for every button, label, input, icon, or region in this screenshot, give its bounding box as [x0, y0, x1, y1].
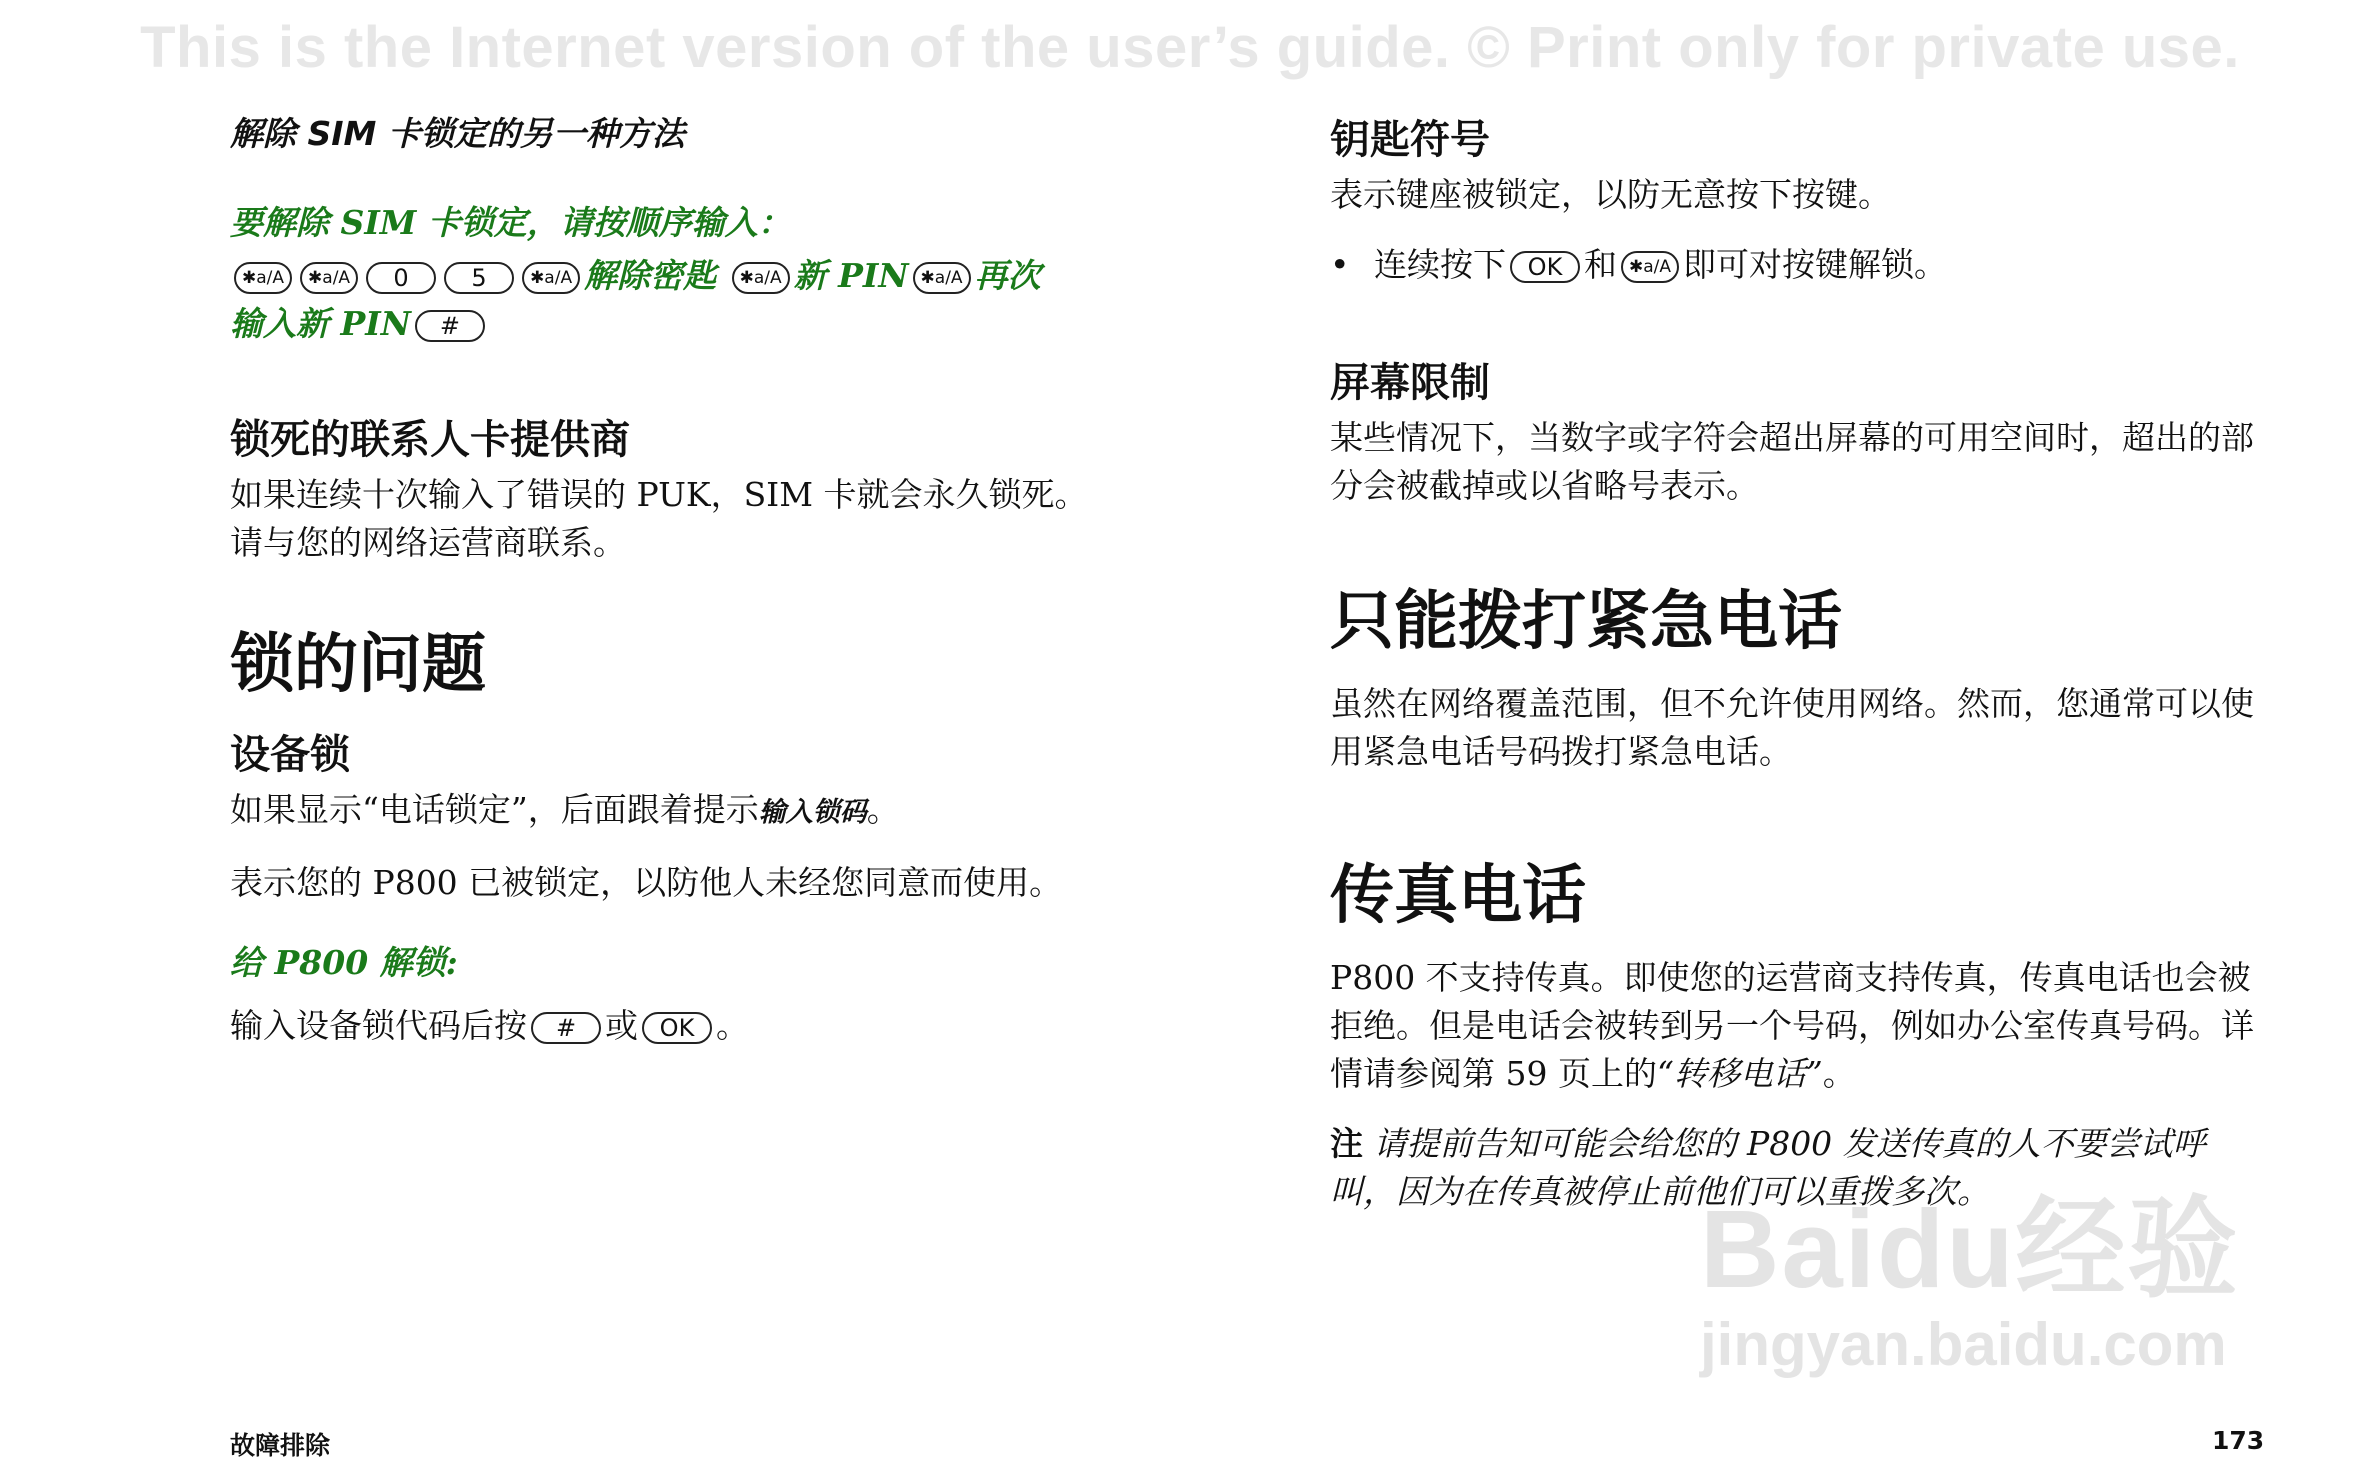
- zero-key-icon: 0: [366, 262, 436, 294]
- emergency-p: 虽然在网络覆盖范围，但不允许使用网络。然而，您通常可以使用紧急电话号码拨打紧急电话。: [1330, 684, 2254, 771]
- device-lock-p1-pre: 如果显示“电话锁定”，后面跟着提示: [230, 790, 759, 829]
- left-column: [230, 108, 1180, 1072]
- locked-card-p1: 如果连续十次输入了错误的 PUK，SIM 卡就会永久锁死。: [230, 475, 1088, 514]
- device-lock-p1-emph: 输入锁码: [758, 797, 867, 828]
- device-lock-heading: 设备锁: [230, 732, 350, 778]
- star-key-icon: ✱a/A: [1621, 251, 1679, 283]
- page-number: 173: [2212, 1426, 2265, 1455]
- screen-limit-p: 某些情况下，当数字或字符会超出屏幕的可用空间时，超出的部分会被截掉或以省略号表示。: [1330, 418, 2254, 505]
- seq-new-pin-text: 新 PIN: [793, 256, 909, 295]
- five-key-icon: 5: [444, 262, 514, 294]
- fax-p-main: P800 不支持传真。即使您的运营商支持传真，传真电话也会被拒绝。但是电话会被转到另一个号码，例如办公室传真号码。详情请参阅第 59 页上的: [1330, 958, 2254, 1093]
- baidu-watermark: [1700, 1190, 2260, 1400]
- fax-p: [1330, 954, 2260, 1098]
- screen-limit-heading: 屏幕限制: [1330, 360, 1490, 406]
- seq-unlock-key-text: 解除密匙: [584, 256, 717, 295]
- note-text: 请提前告知可能会给您的 P800 发送传真的人不要尝试呼叫，因为在传真被停止前他们可以重拨多次。: [1330, 1124, 2206, 1211]
- fax-heading: 传真电话: [1330, 859, 1586, 933]
- key-bullet-pre: 连续按下: [1374, 245, 1506, 284]
- star-key-icon: ✱a/A: [732, 262, 790, 294]
- baidu-logo: Baidu经验: [1700, 1188, 2240, 1311]
- fax-p-end: 。: [1822, 1054, 1856, 1093]
- right-column: [1330, 108, 2260, 1238]
- device-lock-p2: 表示您的 P800 已被锁定，以防他人未经您同意而使用。: [230, 863, 1063, 902]
- seq-again-text: 再次: [974, 256, 1041, 295]
- key-bullet-mid: 和: [1584, 245, 1617, 284]
- unlock-p800-instruction: [230, 1002, 1180, 1050]
- baidu-url: jingyan.baidu.com: [1700, 1311, 2227, 1378]
- footer-section: 故障排除: [230, 1431, 331, 1460]
- print-watermark: This is the Internet version of the user’s guide. © Print only for private use.: [140, 15, 2240, 80]
- fax-p-ref: “转移电话”: [1656, 1054, 1823, 1093]
- ok-key-icon: OK: [642, 1012, 712, 1044]
- hash-key-icon: #: [531, 1012, 601, 1044]
- locked-card-heading: 锁死的联系人卡提供商: [230, 417, 630, 463]
- star-key-icon: ✱a/A: [234, 262, 292, 294]
- emergency-heading: 只能拨打紧急电话: [1330, 585, 1842, 659]
- lock-problems-heading: 锁的问题: [230, 628, 486, 702]
- unlock-p800-mid: 或: [605, 1006, 638, 1045]
- star-key-icon: ✱a/A: [300, 262, 358, 294]
- note-label: 注: [1330, 1124, 1363, 1163]
- device-lock-p1-post: 。: [866, 790, 900, 829]
- seq-line2-text: 输入新 PIN: [230, 304, 411, 343]
- alt-method-title: 解除 SIM 卡锁定的另一种方法: [230, 114, 685, 153]
- key-symbol-p: 表示键座被锁定，以防无意按下按键。: [1330, 175, 1891, 214]
- unlock-p800-post: 。: [716, 1006, 749, 1045]
- hash-key-icon: #: [415, 310, 485, 342]
- unlock-p800-heading: 给 P800 解锁:: [230, 943, 458, 982]
- ok-key-icon: OK: [1510, 251, 1580, 283]
- star-key-icon: ✱a/A: [522, 262, 580, 294]
- device-lock-p1: [230, 786, 1180, 837]
- unlock-p800-pre: 输入设备锁代码后按: [230, 1006, 527, 1045]
- key-unlock-bullet: [1330, 241, 2260, 289]
- sim-unlock-sequence: [230, 252, 1180, 348]
- star-key-icon: ✱a/A: [913, 262, 971, 294]
- sim-unlock-heading: 要解除 SIM 卡锁定，请按顺序输入：: [230, 203, 791, 242]
- locked-card-p2: 请与您的网络运营商联系。: [230, 523, 626, 562]
- key-bullet-post: 即可对按键解锁。: [1683, 245, 1948, 284]
- key-symbol-heading: 钥匙符号: [1330, 117, 1490, 163]
- bullet-dot: •: [1330, 245, 1350, 284]
